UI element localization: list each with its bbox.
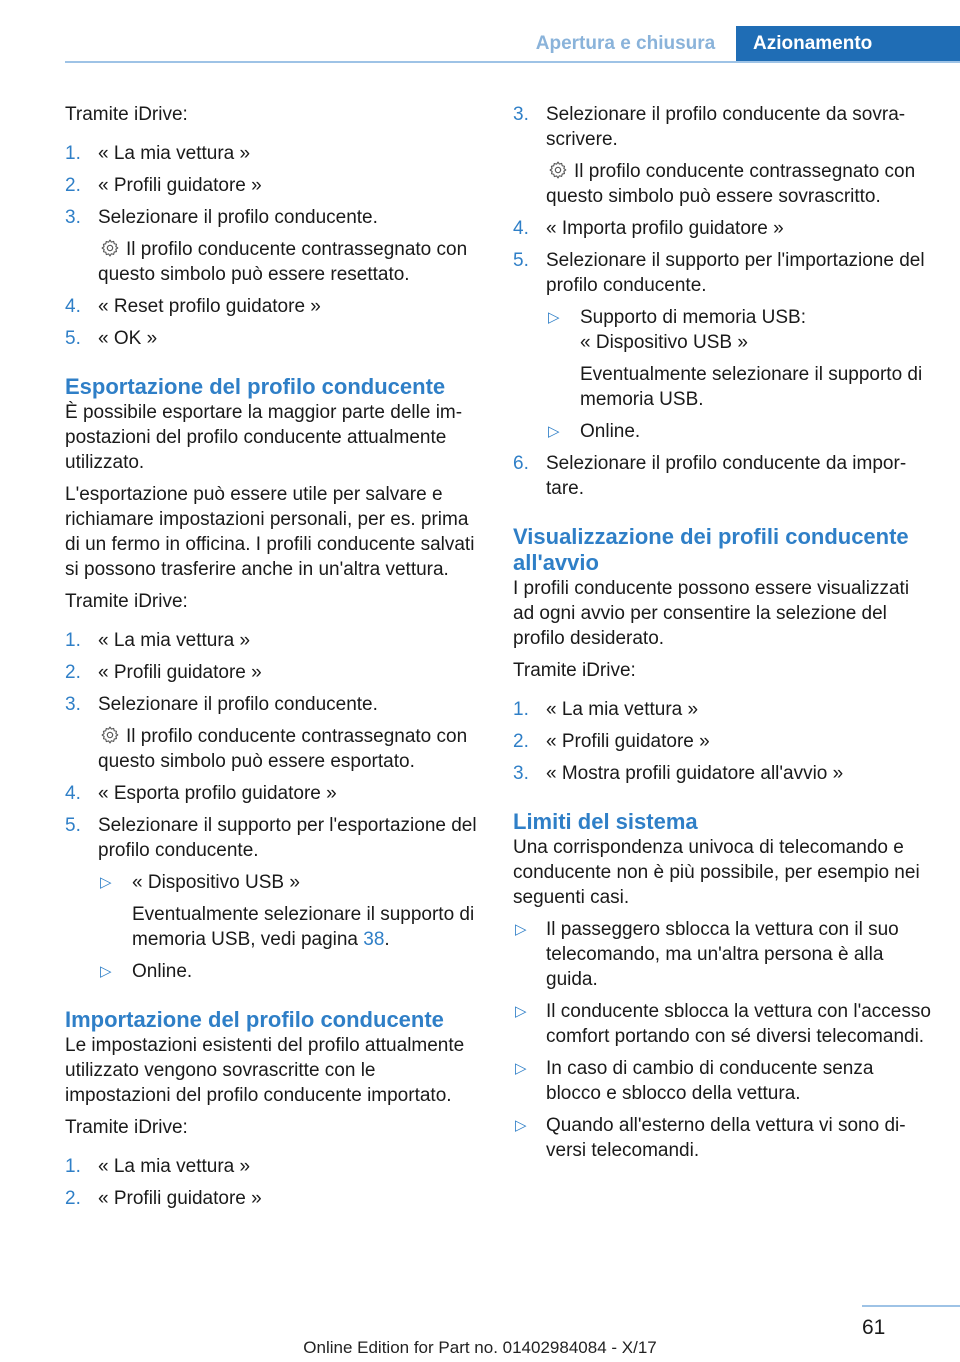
sub-item (546, 305, 933, 412)
list-item (513, 729, 933, 754)
limits-list (513, 917, 933, 1163)
triangle-bullet-icon: ▷ (515, 1117, 527, 1134)
step-text: Selezionare il profilo conducente da sovrascrivere. (546, 104, 906, 150)
sub-item-text: Online. (132, 961, 193, 982)
limits-heading: Limiti del sistema (513, 809, 698, 834)
list-item (65, 1154, 485, 1179)
step-text: « OK » (98, 328, 158, 349)
sub-note-text: Eventualmente selezionare il supporto di memoria USB, vedi pagina (132, 904, 475, 950)
sub-item-note (132, 902, 485, 952)
step-number: 2. (65, 662, 81, 683)
header-section-active[interactable]: Azionamento (736, 26, 960, 61)
bullet-text: Il passeggero sblocca la vettura con il suo telecomando, ma un'altra persona è alla guida. (546, 919, 899, 990)
export-media-options (98, 870, 485, 984)
step-number: 5. (65, 328, 81, 349)
list-item (513, 999, 933, 1049)
step-text: « Importa profilo guidatore » (546, 218, 784, 239)
import-paragraph: Le impostazioni esistenti del profilo attualmente utilizzato vengono sovrascritte con le impostazioni del profilo conducente importato. (65, 1035, 465, 1106)
display-paragraph: Tramite iDrive: (513, 660, 636, 681)
step-text: « Profili guidatore » (98, 662, 262, 683)
step-text: « La mia vettura » (98, 1156, 251, 1177)
export-paragraph: È possibile esportare la maggior parte delle impostazioni del profilo conducente attualmente utilizzato. (65, 402, 463, 473)
list-item (513, 216, 933, 241)
step-text: « La mia vettura » (98, 630, 251, 651)
note-text: Il profilo conducente contrassegnato con questo simbolo può essere esportato. (98, 726, 468, 772)
footer-edition: Online Edition for Part no. 01402984084 - X/17 (303, 1338, 657, 1357)
gear-icon (548, 160, 568, 180)
step-number: 1. (65, 1156, 81, 1177)
step-text: « La mia vettura » (546, 699, 699, 720)
right-column (513, 102, 933, 1170)
triangle-bullet-icon: ▷ (100, 963, 112, 980)
export-paragraph: L'esportazione può essere utile per salvare e richiamare impostazioni personali, per es. prima di un fermo in officina. I profili conducente salvati si possono trasferire anche in un'altra vettura. (65, 484, 475, 580)
triangle-bullet-icon: ▷ (548, 423, 560, 440)
sub-item-text: « Dispositivo USB » (132, 872, 300, 893)
import-steps (65, 1154, 485, 1211)
list-item (65, 692, 485, 774)
export-heading: Esportazione del profilo conducente (65, 374, 446, 399)
bullet-text: Quando all'esterno della vettura vi sono diversi telecomandi. (546, 1115, 906, 1161)
header-rule (65, 61, 960, 63)
sub-item-text: Online. (580, 421, 641, 442)
bullet-text: Il conducente sblocca la vettura con l'accesso comfort portando con sé diversi telecomandi. (546, 1001, 931, 1047)
step-text: Selezionare il supporto per l'importazione del profilo conducente. (546, 250, 925, 296)
list-item (513, 761, 933, 786)
list-item (65, 205, 485, 287)
list-item (65, 781, 485, 806)
step-number: 2. (513, 731, 529, 752)
export-steps (65, 628, 485, 984)
step-number: 2. (65, 1188, 81, 1209)
step-number: 3. (65, 207, 81, 228)
reset-steps (65, 141, 485, 351)
list-item (513, 1056, 933, 1106)
display-heading: Visualizzazione dei profili conducente all'avvio (513, 524, 909, 575)
page-reference-link[interactable]: 38 (363, 929, 385, 950)
note-text: Il profilo conducente contrassegnato con questo simbolo può essere resettato. (98, 239, 468, 285)
step-text: « La mia vettura » (98, 143, 251, 164)
intro-text: Tramite iDrive: (65, 104, 188, 125)
step-text: « Reset profilo guidatore » (98, 296, 321, 317)
step-note (98, 724, 485, 774)
step-text: « Esporta profilo guidatore » (98, 783, 337, 804)
import-paragraph: Tramite iDrive: (65, 1117, 188, 1138)
sub-item-note: Eventualmente selezionare il supporto di memoria USB. (580, 364, 923, 410)
step-number: 3. (513, 104, 529, 125)
display-steps (513, 697, 933, 786)
import-media-options (546, 305, 933, 444)
step-number: 2. (65, 175, 81, 196)
import-heading: Importazione del profilo conducente (65, 1007, 444, 1032)
step-note (546, 159, 933, 209)
sub-item-text: Supporto di memoria USB: (580, 307, 806, 328)
triangle-bullet-icon: ▷ (515, 1003, 527, 1020)
step-text: Selezionare il supporto per l'esportazione del profilo conducente. (98, 815, 477, 861)
step-text: « Profili guidatore » (546, 731, 710, 752)
note-text: Il profilo conducente contrassegnato con questo simbolo può essere sovrascritto. (546, 161, 916, 207)
list-item (513, 248, 933, 444)
left-column (65, 102, 485, 1218)
triangle-bullet-icon: ▷ (515, 921, 527, 938)
step-number: 5. (513, 250, 529, 271)
step-text: « Profili guidatore » (98, 175, 262, 196)
list-item (513, 1113, 933, 1163)
footer-rule (862, 1305, 960, 1307)
sub-note-end: . (384, 929, 390, 950)
export-paragraph: Tramite iDrive: (65, 591, 188, 612)
step-text: « Profili guidatore » (98, 1188, 262, 1209)
sub-item (98, 959, 485, 984)
list-item (513, 697, 933, 722)
sub-item (98, 870, 485, 952)
triangle-bullet-icon: ▷ (548, 309, 560, 326)
sub-item (546, 419, 933, 444)
step-number: 6. (513, 453, 529, 474)
bullet-text: In caso di cambio di conducente senza blocco e sblocco della vettura. (546, 1058, 874, 1104)
gear-icon (100, 238, 120, 258)
step-number: 1. (65, 143, 81, 164)
header-section-inactive[interactable]: Apertura e chiusura (535, 33, 716, 54)
step-text: « Mostra profili guidatore all'avvio » (546, 763, 844, 784)
list-item (65, 628, 485, 653)
step-text: Selezionare il profilo conducente. (98, 694, 378, 715)
list-item (513, 102, 933, 209)
page-number: 61 (862, 1316, 886, 1339)
list-item (65, 813, 485, 984)
step-number: 1. (65, 630, 81, 651)
limits-paragraph: Una corrispondenza univoca di telecomando e conducente non è più possibile, per esempio nei seguenti casi. (513, 837, 920, 908)
step-number: 3. (513, 763, 529, 784)
sub-item-text: « Dispositivo USB » (580, 332, 748, 353)
display-paragraph: I profili conducente possono essere visualizzati ad ogni avvio per consentire la selezione del profilo desiderato. (513, 578, 910, 649)
triangle-bullet-icon: ▷ (100, 874, 112, 891)
step-text: Selezionare il profilo conducente. (98, 207, 378, 228)
list-item (65, 326, 485, 351)
triangle-bullet-icon: ▷ (515, 1060, 527, 1077)
step-number: 5. (65, 815, 81, 836)
step-number: 3. (65, 694, 81, 715)
step-number: 4. (65, 783, 81, 804)
list-item (65, 173, 485, 198)
list-item (513, 917, 933, 992)
list-item (65, 141, 485, 166)
step-number: 1. (513, 699, 529, 720)
gear-icon (100, 725, 120, 745)
list-item (65, 1186, 485, 1211)
list-item (65, 660, 485, 685)
step-text: Selezionare il profilo conducente da importare. (546, 453, 907, 499)
step-number: 4. (65, 296, 81, 317)
step-number: 4. (513, 218, 529, 239)
list-item (65, 294, 485, 319)
step-note (98, 237, 485, 287)
import-steps-continued (513, 102, 933, 501)
list-item (513, 451, 933, 501)
